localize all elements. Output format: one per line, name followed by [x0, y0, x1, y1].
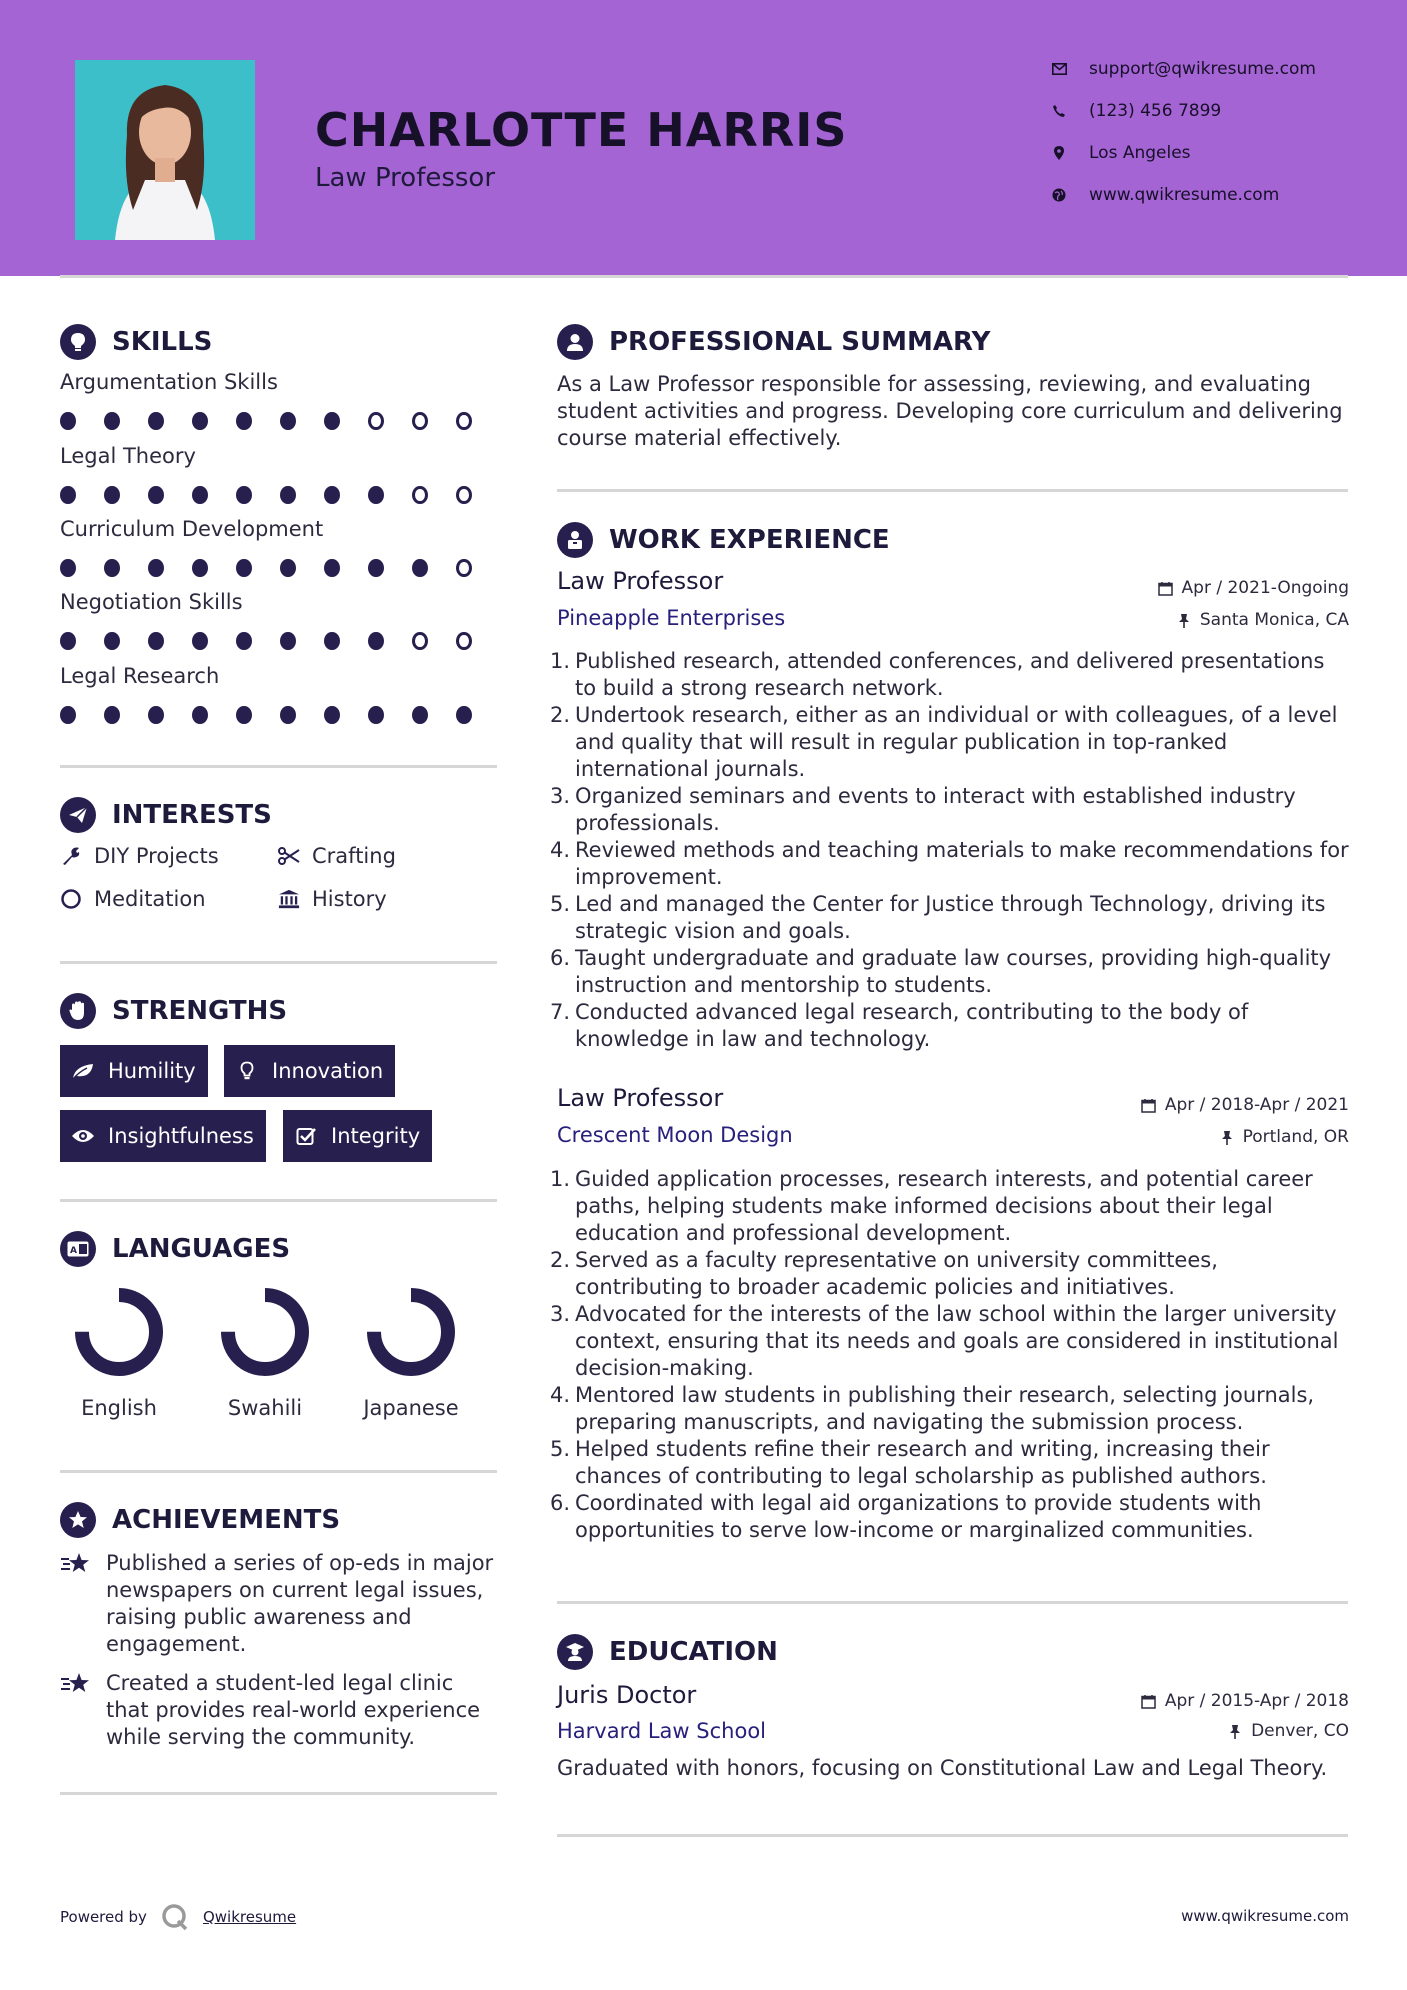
education-title: EDUCATION: [609, 1637, 778, 1667]
language-english: [54, 1286, 184, 1420]
rating-dot-filled: [236, 486, 252, 504]
strength-tag-humility: [60, 1045, 208, 1097]
strengths-title: STRENGTHS: [112, 996, 288, 1026]
achievement-item: [60, 1670, 500, 1751]
rating-dot-filled: [192, 632, 208, 650]
section-divider: [557, 1601, 1348, 1604]
interests-heading: [60, 797, 272, 833]
profile-photo: [75, 60, 255, 240]
skills-heading: [60, 324, 212, 360]
achievement-item: [60, 1550, 500, 1658]
job-company: Crescent Moon Design: [557, 1123, 793, 1147]
rating-dot-filled: [236, 706, 252, 724]
user-icon: [557, 324, 593, 360]
rating-dot-filled: [148, 632, 164, 650]
interest-history: [278, 887, 387, 911]
rating-dot-filled: [104, 412, 120, 430]
candidate-name: CHARLOTTE HARRIS: [315, 103, 848, 157]
rating-dot-filled: [280, 486, 296, 504]
skill-rating: [60, 632, 500, 650]
list-item: 3. Advocated for the interests of the law school within the larger university context, ensuring that its needs and goals are considered in institutional decision-making.: [550, 1302, 1339, 1380]
calendar-icon: [1141, 1097, 1157, 1113]
strengths-heading: [60, 993, 287, 1029]
interests-title: INTERESTS: [112, 800, 272, 830]
language-name: English: [81, 1396, 157, 1420]
circle-icon: [60, 888, 82, 910]
job-dates: [1158, 578, 1349, 598]
job-location: [1219, 1127, 1349, 1147]
rating-dot-filled: [324, 486, 340, 504]
skill-rating: [60, 706, 500, 724]
education-school: Harvard Law School: [557, 1719, 766, 1743]
skill-negotiation: [60, 590, 500, 650]
education-location-text: Denver, CO: [1251, 1721, 1349, 1741]
language-swahili: [200, 1286, 330, 1420]
education-dates: [1141, 1691, 1349, 1711]
rating-dot-filled: [60, 486, 76, 504]
job-location-text: Santa Monica, CA: [1199, 610, 1349, 630]
job-title: Law Professor: [557, 1084, 724, 1112]
star-icon: [60, 1670, 94, 1751]
education-heading: [557, 1634, 778, 1670]
strength-tag-insightfulness: [60, 1110, 266, 1162]
star-icon: [60, 1550, 94, 1658]
rating-dot-filled: [192, 412, 208, 430]
rating-dot-empty: [456, 632, 472, 650]
pin-icon: [1219, 1129, 1235, 1145]
rating-dot-empty: [412, 632, 428, 650]
header-divider: [60, 275, 1348, 278]
job-dates-text: Apr / 2021-Ongoing: [1181, 578, 1349, 598]
language-proficiency-ring: [365, 1286, 457, 1378]
strength-label: Innovation: [272, 1059, 384, 1083]
education-dates-text: Apr / 2015-Apr / 2018: [1164, 1691, 1349, 1711]
rating-dot-filled: [280, 632, 296, 650]
skill-name: Argumentation Skills: [60, 370, 278, 394]
rating-dot-filled: [104, 632, 120, 650]
section-divider: [60, 1470, 497, 1473]
list-item: 7. Conducted advanced legal research, contributing to the body of knowledge in law and technology.: [550, 1000, 1249, 1051]
map-marker-icon: [1051, 145, 1067, 161]
job-bullets: [550, 648, 1350, 1053]
interest-label: History: [312, 887, 387, 911]
interest-label: DIY Projects: [94, 844, 219, 868]
job-company: Pineapple Enterprises: [557, 606, 786, 630]
bank-icon: [278, 888, 300, 910]
achievements-heading: [60, 1502, 340, 1538]
qwikresume-logo-icon: [161, 1903, 189, 1931]
job-dates-text: Apr / 2018-Apr / 2021: [1164, 1095, 1349, 1115]
job-location-text: Portland, OR: [1242, 1127, 1349, 1147]
hand-icon: [60, 993, 96, 1029]
rating-dot-filled: [104, 706, 120, 724]
skills-title: SKILLS: [112, 327, 213, 357]
language-name: Swahili: [227, 1396, 303, 1420]
list-item: 5. Helped students refine their research and writing, increasing their chances of contributing to legal scholarship as published authors.: [550, 1437, 1270, 1488]
rating-dot-empty: [456, 412, 472, 430]
skill-name: Legal Research: [60, 664, 220, 688]
rating-dot-filled: [148, 706, 164, 724]
contact-email[interactable]: [1051, 54, 1381, 84]
rating-dot-filled: [324, 632, 340, 650]
powered-by-text: Powered by: [60, 1908, 147, 1926]
section-divider: [60, 1199, 497, 1202]
work-heading: [557, 522, 890, 558]
contact-phone-text: (123) 456 7899: [1089, 101, 1222, 121]
education-degree: Juris Doctor: [557, 1681, 697, 1709]
rating-dot-filled: [324, 559, 340, 577]
section-divider: [60, 765, 497, 768]
calendar-icon: [1158, 580, 1174, 596]
contact-website-text: www.qwikresume.com: [1089, 185, 1280, 205]
list-item: 2. Undertook research, either as an individual or with colleagues, of a level and quality that will result in regular publication in top-ranked international journals.: [550, 703, 1338, 781]
lightbulb-icon: [234, 1060, 260, 1082]
section-divider: [557, 1834, 1348, 1837]
achievement-text: Published a series of op-eds in major newspapers on current legal issues, raising public awareness and engagement.: [106, 1551, 494, 1656]
language-icon: [60, 1231, 96, 1267]
summary-text: As a Law Professor responsible for assessing, reviewing, and evaluating student activities and progress. Developing core curriculum and delivering course material effectively.: [557, 372, 1343, 450]
list-item: 4. Reviewed methods and teaching materials to make recommendations for improvement.: [550, 838, 1349, 889]
calendar-icon: [1141, 1693, 1157, 1709]
language-name: Japanese: [363, 1396, 459, 1420]
phone-icon: [1051, 103, 1067, 119]
list-item: 6. Taught undergraduate and graduate law courses, providing high-quality instruction and mentorship to students.: [550, 946, 1332, 997]
candidate-role: Law Professor: [315, 163, 496, 193]
skill-rating: [60, 412, 500, 430]
interest-label: Crafting: [312, 844, 396, 868]
contact-website[interactable]: [1051, 180, 1381, 210]
svg-text:A: A: [70, 1246, 77, 1256]
job-dates: [1141, 1095, 1349, 1115]
skill-rating: [60, 486, 500, 504]
rating-dot-filled: [148, 559, 164, 577]
section-divider: [557, 489, 1348, 492]
header-banner: [0, 0, 1407, 276]
interest-meditation: [60, 887, 206, 911]
rating-dot-filled: [104, 559, 120, 577]
lightbulb-icon: [60, 324, 96, 360]
strength-label: Insightfulness: [108, 1124, 254, 1148]
rating-dot-filled: [192, 559, 208, 577]
rating-dot-filled: [192, 486, 208, 504]
job-location: [1176, 610, 1349, 630]
rating-dot-filled: [60, 706, 76, 724]
skill-curriculum: [60, 517, 500, 577]
language-japanese: [346, 1286, 476, 1420]
rating-dot-filled: [236, 559, 252, 577]
summary-title: PROFESSIONAL SUMMARY: [609, 327, 991, 357]
list-item: 3. Organized seminars and events to interact with established industry professionals.: [550, 784, 1296, 835]
contact-email-text: support@qwikresume.com: [1089, 59, 1316, 79]
rating-dot-filled: [236, 412, 252, 430]
strength-label: Humility: [108, 1059, 196, 1083]
language-proficiency-ring: [219, 1286, 311, 1378]
pin-icon: [1176, 612, 1192, 628]
skill-name: Negotiation Skills: [60, 590, 243, 614]
star-badge-icon: [60, 1502, 96, 1538]
footer-url[interactable]: www.qwikresume.com: [1181, 1907, 1349, 1925]
list-item: 1. Guided application processes, research interests, and potential career paths, helping students make informed decisions about their legal education and professional development.: [550, 1167, 1313, 1245]
rating-dot-filled: [368, 486, 384, 504]
envelope-icon: [1051, 61, 1067, 77]
skill-argumentation: [60, 370, 500, 430]
skill-rating: [60, 559, 500, 577]
contact-location: [1051, 138, 1381, 168]
graduate-icon: [557, 1634, 593, 1670]
rating-dot-filled: [324, 706, 340, 724]
language-proficiency-ring: [73, 1286, 165, 1378]
proficiency-arc: [374, 1295, 448, 1369]
scissors-icon: [278, 845, 300, 867]
interest-diy: [60, 844, 219, 868]
strength-label: Integrity: [331, 1124, 421, 1148]
rating-dot-filled: [412, 559, 428, 577]
interest-label: Meditation: [94, 887, 206, 911]
rating-dot-empty: [412, 486, 428, 504]
rating-dot-filled: [368, 706, 384, 724]
rating-dot-filled: [236, 632, 252, 650]
achievement-text: Created a student-led legal clinic that provides real-world experience while serving the community.: [106, 1671, 481, 1749]
education-location: [1227, 1721, 1349, 1741]
proficiency-arc: [82, 1295, 156, 1369]
section-divider: [60, 961, 497, 964]
eye-icon: [70, 1125, 96, 1147]
rating-dot-filled: [60, 632, 76, 650]
list-item: 6. Coordinated with legal aid organizations to provide students with opportunities to serve low-income or marginalized communities.: [550, 1491, 1262, 1542]
rating-dot-filled: [280, 706, 296, 724]
skill-name: Legal Theory: [60, 444, 196, 468]
footer-powered-by: [60, 1903, 296, 1931]
rating-dot-filled: [324, 412, 340, 430]
summary-heading: [557, 324, 990, 360]
rating-dot-filled: [60, 559, 76, 577]
leaf-icon: [70, 1060, 96, 1082]
interest-crafting: [278, 844, 396, 868]
job-bullets: [550, 1166, 1350, 1544]
pin-icon: [1227, 1723, 1243, 1739]
rating-dot-filled: [412, 706, 428, 724]
wrench-icon: [60, 845, 82, 867]
rating-dot-filled: [104, 486, 120, 504]
rating-dot-filled: [148, 412, 164, 430]
rating-dot-empty: [368, 412, 384, 430]
skill-name: Curriculum Development: [60, 517, 324, 541]
globe-icon: [1051, 187, 1067, 203]
strength-tag-integrity: [283, 1110, 432, 1162]
education-text: Graduated with honors, focusing on Constitutional Law and Legal Theory.: [557, 1756, 1328, 1780]
paper-plane-icon: [60, 797, 96, 833]
work-title: WORK EXPERIENCE: [609, 525, 890, 555]
rating-dot-empty: [412, 412, 428, 430]
check-square-icon: [293, 1125, 319, 1147]
job-title: Law Professor: [557, 567, 724, 595]
rating-dot-filled: [280, 412, 296, 430]
list-item: 2. Served as a faculty representative on university committees, contributing to broader academic policies and initiatives.: [550, 1248, 1218, 1299]
rating-dot-empty: [456, 486, 472, 504]
brand-link[interactable]: Qwikresume: [202, 1908, 297, 1926]
proficiency-arc: [228, 1295, 302, 1369]
skill-legal-research: [60, 664, 500, 724]
briefcase-user-icon: [557, 522, 593, 558]
list-item: 1. Published research, attended conferences, and delivered presentations to build a strong research network.: [550, 649, 1325, 700]
rating-dot-filled: [60, 412, 76, 430]
strength-tag-innovation: [224, 1045, 395, 1097]
rating-dot-filled: [368, 632, 384, 650]
rating-dot-filled: [192, 706, 208, 724]
skill-legal-theory: [60, 444, 500, 504]
rating-dot-empty: [456, 559, 472, 577]
list-item: 4. Mentored law students in publishing their research, selecting journals, preparing manuscripts, and navigating the submission process.: [550, 1383, 1315, 1434]
contact-location-text: Los Angeles: [1089, 143, 1191, 163]
languages-title: LANGUAGES: [112, 1234, 291, 1264]
list-item: 5. Led and managed the Center for Justice through Technology, driving its strategic vision and goals.: [550, 892, 1326, 943]
rating-dot-filled: [280, 559, 296, 577]
rating-dot-filled: [368, 559, 384, 577]
contact-phone[interactable]: [1051, 96, 1381, 126]
achievements-title: ACHIEVEMENTS: [112, 1505, 341, 1535]
rating-dot-filled: [456, 706, 472, 724]
rating-dot-filled: [148, 486, 164, 504]
languages-heading: [60, 1231, 290, 1267]
section-divider: [60, 1792, 497, 1795]
